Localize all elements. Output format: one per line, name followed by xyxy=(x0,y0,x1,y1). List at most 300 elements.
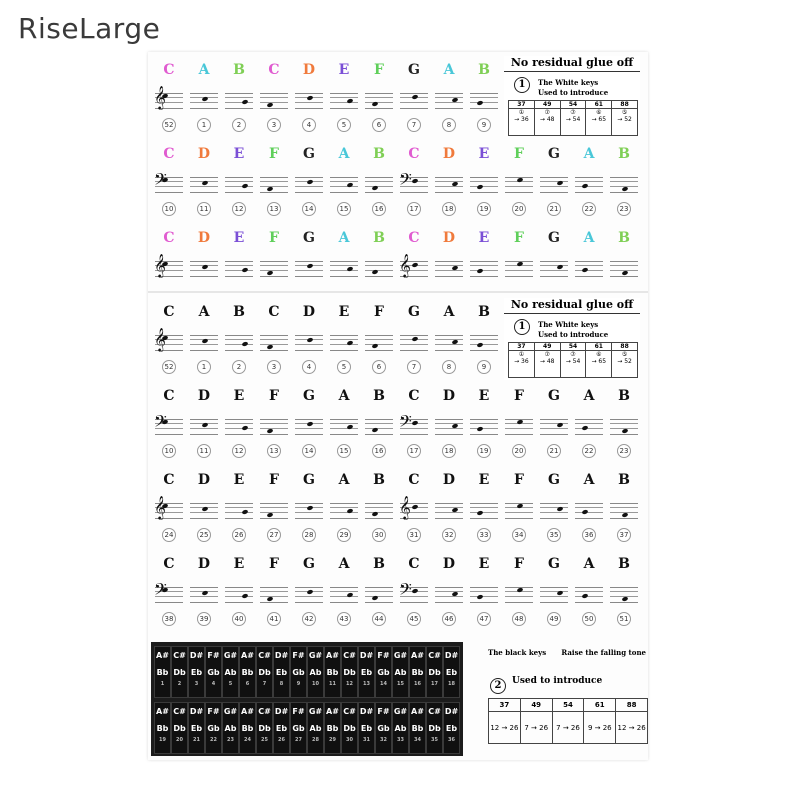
column-header: 37 xyxy=(509,101,534,109)
key-number: 48 xyxy=(512,612,526,626)
info-column xyxy=(612,101,637,135)
black-key-sticker xyxy=(443,646,460,698)
flat-label: Bb xyxy=(326,724,339,733)
key-number: 15 xyxy=(337,202,351,216)
sharp-label: G# xyxy=(308,707,323,716)
key-number: 46 xyxy=(442,612,456,626)
black-key-number: 3 xyxy=(194,681,199,687)
note-letter: C xyxy=(163,62,175,78)
key-number: 21 xyxy=(547,444,561,458)
key-number: 36 xyxy=(582,528,596,542)
note-cell xyxy=(467,144,501,214)
sharp-label: G# xyxy=(223,707,238,716)
note-cell xyxy=(187,302,221,372)
flat-label: Eb xyxy=(190,668,203,677)
note-letter: G xyxy=(548,230,560,246)
key-number: 29 xyxy=(337,528,351,542)
key-number: 23 xyxy=(617,202,631,216)
sharp-label: F# xyxy=(377,707,390,716)
note-cell xyxy=(222,386,256,456)
note-letter: G xyxy=(548,472,560,488)
key-number: 8 xyxy=(442,360,456,374)
key-number: 14 xyxy=(302,202,316,216)
note-letter: A xyxy=(198,304,210,320)
note-letter: B xyxy=(618,472,630,488)
black-key-sticker xyxy=(426,646,443,698)
key-number: 31 xyxy=(407,528,421,542)
staff-lines xyxy=(540,419,568,435)
sharp-label: D# xyxy=(359,651,374,660)
clef-icon: 𝄞 xyxy=(154,85,166,109)
key-number: 6 xyxy=(372,360,386,374)
bottom-column xyxy=(584,699,616,743)
black-key-number: 1 xyxy=(160,681,165,687)
bottom-title: Used to introduce xyxy=(512,676,603,686)
staff-lines xyxy=(365,177,393,193)
note-cell xyxy=(397,470,431,540)
sharp-label: C# xyxy=(258,651,271,660)
info-column xyxy=(612,343,637,377)
black-key-sticker xyxy=(307,702,324,754)
column-start: ⑦ xyxy=(570,351,576,358)
flat-label: Db xyxy=(343,724,356,733)
clef-icon: 𝄞 xyxy=(399,253,411,277)
column-range: → 48 xyxy=(539,358,555,365)
black-key-sticker xyxy=(324,702,341,754)
note-letter: A xyxy=(583,388,595,404)
note-letter: A xyxy=(338,388,350,404)
sharp-label: A# xyxy=(326,707,339,716)
staff-lines xyxy=(540,587,568,603)
note-cell xyxy=(152,144,186,214)
flat-label: Db xyxy=(173,668,186,677)
key-number: 4 xyxy=(302,118,316,132)
note-cell xyxy=(222,302,256,372)
column-range: → 65 xyxy=(591,116,607,123)
note-cell xyxy=(467,302,501,372)
flat-label: Gb xyxy=(207,668,220,677)
note-letter: E xyxy=(233,230,245,246)
note-cell xyxy=(467,554,501,624)
staff-lines xyxy=(225,261,253,277)
note-cell xyxy=(537,144,571,214)
staff-lines xyxy=(470,261,498,277)
column-header: 37 xyxy=(509,343,534,351)
column-start: ⑦ xyxy=(544,109,550,116)
note-cell xyxy=(222,228,256,298)
staff-lines xyxy=(470,93,498,109)
black-key-sticker xyxy=(290,646,307,698)
note-letter: B xyxy=(618,556,630,572)
info-column xyxy=(561,101,587,135)
key-number: 7 xyxy=(407,360,421,374)
key-number: 16 xyxy=(372,444,386,458)
black-key-sticker xyxy=(341,646,358,698)
note-cell xyxy=(327,554,361,624)
note-letter: F xyxy=(514,230,524,246)
key-number: 26 xyxy=(232,528,246,542)
flat-label: Eb xyxy=(360,668,373,677)
note-cell xyxy=(537,228,571,298)
column-header: 49 xyxy=(521,699,552,712)
staff-lines xyxy=(435,587,463,603)
info-title: No residual glue off xyxy=(504,298,640,314)
flat-label: Db xyxy=(343,668,356,677)
black-key-sticker xyxy=(443,702,460,754)
note-cell xyxy=(572,144,606,214)
flat-label: Db xyxy=(428,668,441,677)
sharp-label: F# xyxy=(292,651,305,660)
flat-label: Eb xyxy=(275,724,288,733)
note-letter: D xyxy=(197,388,211,404)
note-cell xyxy=(327,60,361,130)
note-cell xyxy=(362,60,396,130)
column-header: 88 xyxy=(616,699,647,712)
note-cell xyxy=(502,386,536,456)
info-column xyxy=(586,343,612,377)
sharp-label: A# xyxy=(241,707,254,716)
black-key-number: 6 xyxy=(245,681,250,687)
black-key-sticker xyxy=(290,702,307,754)
black-key-number: 34 xyxy=(414,737,421,743)
staff-lines xyxy=(330,587,358,603)
note-letter: F xyxy=(514,556,524,572)
flat-label: Bb xyxy=(411,668,424,677)
note-cell xyxy=(432,470,466,540)
staff-lines xyxy=(470,177,498,193)
key-number: 7 xyxy=(407,118,421,132)
black-key-number: 4 xyxy=(211,681,216,687)
note-letter: C xyxy=(163,304,175,320)
info-subtitle-1: The White keys xyxy=(538,320,599,329)
staff-lines xyxy=(575,587,603,603)
staff-lines xyxy=(470,503,498,519)
note-letter: A xyxy=(443,62,455,78)
flat-label: Ab xyxy=(309,724,322,733)
note-letter: A xyxy=(338,472,350,488)
note-letter: F xyxy=(514,472,524,488)
black-key-number: 12 xyxy=(346,681,353,687)
black-key-number: 11 xyxy=(329,681,336,687)
black-key-sticker xyxy=(392,646,409,698)
note-letter: A xyxy=(338,230,350,246)
staff-lines xyxy=(365,587,393,603)
note-letter: B xyxy=(478,304,490,320)
staff-lines xyxy=(260,503,288,519)
black-key-sticker xyxy=(239,702,256,754)
note-letter: C xyxy=(163,230,175,246)
key-number: 23 xyxy=(617,444,631,458)
sticker-sheet xyxy=(148,52,648,760)
note-letter: D xyxy=(302,62,316,78)
note-letter: A xyxy=(198,62,210,78)
key-number: 28 xyxy=(302,528,316,542)
note-cell xyxy=(152,60,186,130)
note-letter: G xyxy=(548,388,560,404)
staff-lines xyxy=(470,587,498,603)
note-letter: F xyxy=(269,472,279,488)
staff-lines xyxy=(435,177,463,193)
key-number: 11 xyxy=(197,444,211,458)
key-number: 38 xyxy=(162,612,176,626)
staff-lines xyxy=(435,93,463,109)
clef-icon: 𝄢 xyxy=(154,411,167,435)
note-cell xyxy=(327,386,361,456)
note-cell xyxy=(257,144,291,214)
key-number: 11 xyxy=(197,202,211,216)
black-key-number: 36 xyxy=(448,737,455,743)
note-cell xyxy=(292,554,326,624)
key-number: 18 xyxy=(442,202,456,216)
key-number: 14 xyxy=(302,444,316,458)
black-key-number: 17 xyxy=(431,681,438,687)
note-cell xyxy=(397,554,431,624)
sharp-label: A# xyxy=(411,707,424,716)
key-number: 10 xyxy=(162,444,176,458)
black-key-sticker xyxy=(392,702,409,754)
sharp-label: C# xyxy=(173,651,186,660)
black-key-number: 7 xyxy=(262,681,267,687)
black-key-sticker xyxy=(205,646,222,698)
note-cell xyxy=(607,554,641,624)
flat-label: Db xyxy=(258,724,271,733)
note-cell xyxy=(292,60,326,130)
sharp-label: F# xyxy=(292,707,305,716)
info-badge: 1 xyxy=(514,77,530,93)
sharp-label: D# xyxy=(274,651,289,660)
note-cell xyxy=(502,470,536,540)
note-letter: F xyxy=(374,304,384,320)
note-cell xyxy=(152,302,186,372)
note-cell xyxy=(362,554,396,624)
note-cell xyxy=(607,144,641,214)
staff-lines xyxy=(575,503,603,519)
note-cell xyxy=(152,554,186,624)
staff-lines xyxy=(225,587,253,603)
note-letter: A xyxy=(583,230,595,246)
note-row xyxy=(148,144,648,214)
note-cell xyxy=(257,302,291,372)
note-letter: D xyxy=(302,304,316,320)
note-letter: B xyxy=(618,146,630,162)
note-letter: E xyxy=(233,472,245,488)
black-key-sticker xyxy=(307,646,324,698)
sharp-label: F# xyxy=(207,707,220,716)
staff-lines xyxy=(260,261,288,277)
note-cell xyxy=(607,228,641,298)
clef-icon: 𝄞 xyxy=(154,253,166,277)
note-letter: A xyxy=(338,146,350,162)
sheet-divider xyxy=(148,291,648,293)
note-cell xyxy=(327,228,361,298)
key-number: 50 xyxy=(582,612,596,626)
staff-lines xyxy=(540,177,568,193)
clef-icon: 𝄢 xyxy=(399,411,412,435)
note-cell xyxy=(292,144,326,214)
black-key-number: 27 xyxy=(295,737,302,743)
column-range: → 36 xyxy=(514,358,529,365)
bottom-badge: 2 xyxy=(490,678,506,694)
clef-icon: 𝄞 xyxy=(154,495,166,519)
note-letter: B xyxy=(373,230,385,246)
staff-lines xyxy=(575,419,603,435)
staff-lines xyxy=(260,335,288,351)
note-letter: C xyxy=(163,388,175,404)
note-cell xyxy=(572,228,606,298)
note-cell xyxy=(467,470,501,540)
note-cell xyxy=(187,470,221,540)
black-key-sticker xyxy=(205,702,222,754)
note-cell xyxy=(362,302,396,372)
note-cell xyxy=(607,386,641,456)
info-column xyxy=(561,343,587,377)
sharp-label: C# xyxy=(343,707,356,716)
clef-icon: 𝄢 xyxy=(154,169,167,193)
note-letter: G xyxy=(303,472,315,488)
sharp-label: F# xyxy=(377,651,390,660)
bottom-info-panel xyxy=(488,648,646,732)
sharp-label: C# xyxy=(428,651,441,660)
note-letter: E xyxy=(338,62,350,78)
note-letter: A xyxy=(583,146,595,162)
note-cell xyxy=(327,144,361,214)
column-range: → 52 xyxy=(617,116,632,123)
key-number: 3 xyxy=(267,360,281,374)
black-key-sticker xyxy=(171,702,188,754)
flat-label: Ab xyxy=(394,668,407,677)
column-header: 54 xyxy=(561,343,586,351)
sharp-label: A# xyxy=(156,707,169,716)
bottom-column xyxy=(553,699,585,743)
sharp-label: A# xyxy=(156,651,169,660)
column-range: 12 → 26 xyxy=(490,724,519,732)
sharp-label: D# xyxy=(444,651,459,660)
note-cell xyxy=(537,470,571,540)
key-number: 9 xyxy=(477,118,491,132)
black-key-number: 2 xyxy=(177,681,182,687)
staff-lines xyxy=(365,93,393,109)
sharp-label: F# xyxy=(207,651,220,660)
note-cell xyxy=(187,386,221,456)
black-key-sticker xyxy=(188,646,205,698)
note-cell xyxy=(187,554,221,624)
column-header: 54 xyxy=(553,699,584,712)
key-number: 22 xyxy=(582,444,596,458)
bottom-column xyxy=(489,699,521,743)
note-letter: B xyxy=(233,304,245,320)
info-table xyxy=(508,100,638,136)
note-letter: C xyxy=(408,556,420,572)
black-key-number: 18 xyxy=(448,681,455,687)
staff-lines xyxy=(470,335,498,351)
note-cell xyxy=(572,554,606,624)
note-letter: G xyxy=(548,556,560,572)
flat-label: Gb xyxy=(207,724,220,733)
key-number: 15 xyxy=(337,444,351,458)
key-number: 9 xyxy=(477,360,491,374)
staff-lines xyxy=(260,419,288,435)
key-number: 25 xyxy=(197,528,211,542)
flat-label: Bb xyxy=(156,668,169,677)
staff-lines xyxy=(225,93,253,109)
black-key-sticker xyxy=(222,702,239,754)
key-number: 8 xyxy=(442,118,456,132)
note-cell xyxy=(607,470,641,540)
note-letter: D xyxy=(442,472,456,488)
staff-lines xyxy=(470,419,498,435)
note-letter: G xyxy=(303,388,315,404)
note-cell xyxy=(187,144,221,214)
black-key-number: 13 xyxy=(363,681,370,687)
flat-label: Ab xyxy=(394,724,407,733)
note-letter: D xyxy=(442,146,456,162)
clef-icon: 𝄞 xyxy=(399,495,411,519)
key-number: 2 xyxy=(232,360,246,374)
staff-lines xyxy=(575,177,603,193)
key-number: 27 xyxy=(267,528,281,542)
note-letter: C xyxy=(163,472,175,488)
note-cell xyxy=(572,386,606,456)
key-number: 24 xyxy=(162,528,176,542)
staff-lines xyxy=(260,93,288,109)
note-cell xyxy=(257,60,291,130)
key-number: 6 xyxy=(372,118,386,132)
column-range: → 36 xyxy=(514,116,529,123)
black-key-sticker xyxy=(324,646,341,698)
black-key-number: 31 xyxy=(363,737,370,743)
key-number: 13 xyxy=(267,444,281,458)
key-number: 41 xyxy=(267,612,281,626)
column-header: 54 xyxy=(561,101,586,109)
note-letter: G xyxy=(408,304,420,320)
note-letter: G xyxy=(303,146,315,162)
note-cell xyxy=(502,554,536,624)
column-range: → 52 xyxy=(617,358,632,365)
column-range: 7 → 26 xyxy=(524,724,549,732)
key-number: 18 xyxy=(442,444,456,458)
key-number: 21 xyxy=(547,202,561,216)
black-key-sticker xyxy=(222,646,239,698)
staff-lines xyxy=(365,335,393,351)
note-letter: E xyxy=(233,388,245,404)
key-number: 16 xyxy=(372,202,386,216)
note-cell xyxy=(537,554,571,624)
info-badge: 1 xyxy=(514,319,530,335)
black-key-number: 5 xyxy=(228,681,233,687)
key-number: 20 xyxy=(512,444,526,458)
staff-lines xyxy=(365,419,393,435)
info-column xyxy=(535,343,561,377)
key-number: 5 xyxy=(337,118,351,132)
black-key-number: 14 xyxy=(380,681,387,687)
flat-label: Gb xyxy=(292,668,305,677)
key-number: 32 xyxy=(442,528,456,542)
black-key-number: 35 xyxy=(431,737,438,743)
key-number: 20 xyxy=(512,202,526,216)
info-column xyxy=(586,101,612,135)
note-cell xyxy=(257,470,291,540)
note-cell xyxy=(397,302,431,372)
note-cell xyxy=(397,60,431,130)
sharp-label: D# xyxy=(189,707,204,716)
bottom-column xyxy=(521,699,553,743)
key-number: 44 xyxy=(372,612,386,626)
column-header: 61 xyxy=(586,101,611,109)
column-header: 61 xyxy=(584,699,615,712)
key-number: 19 xyxy=(477,444,491,458)
flat-label: Eb xyxy=(445,668,458,677)
flat-label: Db xyxy=(258,668,271,677)
